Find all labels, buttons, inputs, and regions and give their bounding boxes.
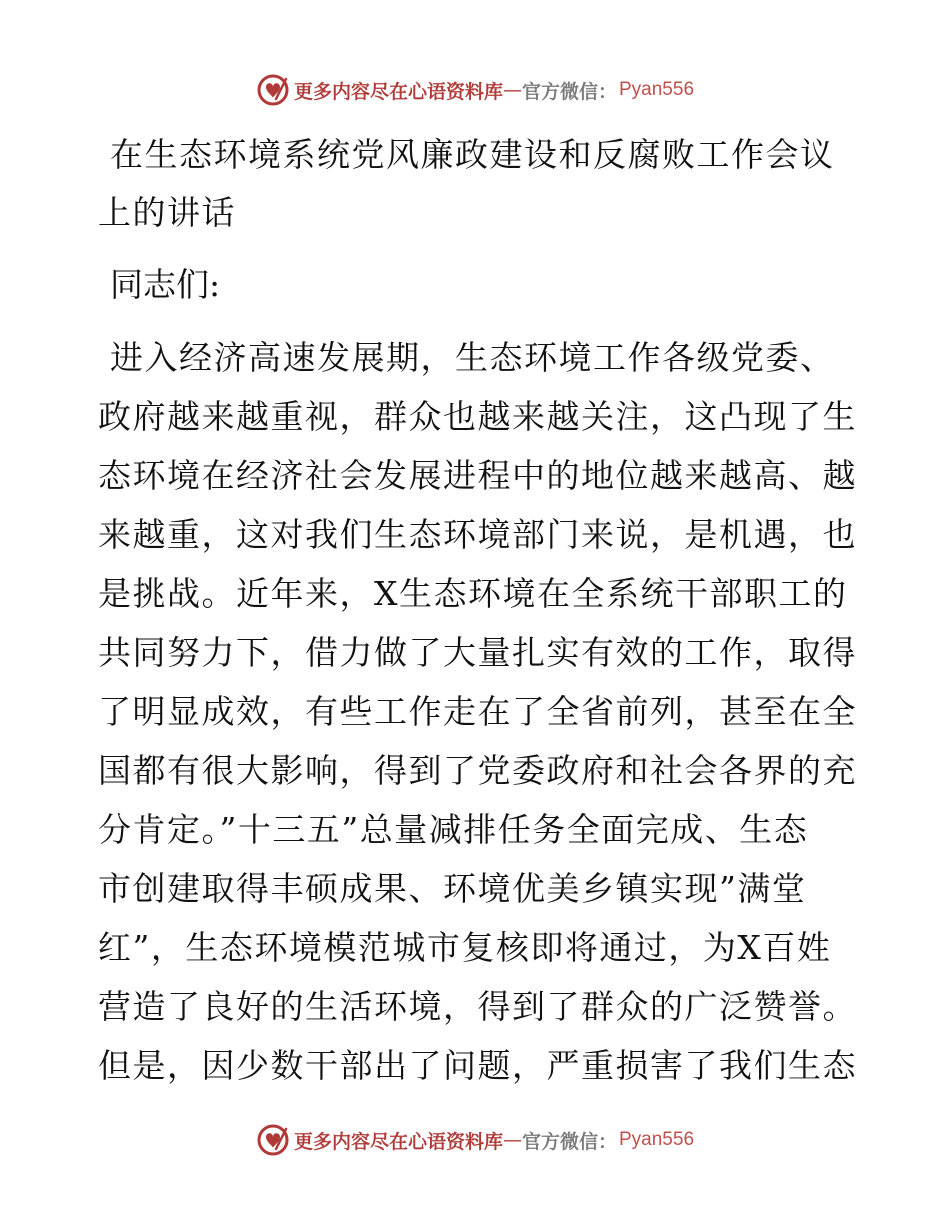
document-body	[98, 126, 857, 1095]
greeting: 同志们:	[110, 265, 221, 304]
paragraph-line: 政府越来越重视，群众也越来越关注，这凸现了生	[98, 397, 857, 436]
watermark-dash: —	[502, 79, 522, 101]
watermark-sub-text: 官方微信：	[521, 80, 617, 103]
paragraph-line: 但是，因少数干部出了问题，严重损害了我们生态	[98, 1046, 857, 1085]
paragraph-line: 进入经济高速发展期，生态环境工作各级党委、	[98, 338, 835, 377]
paragraph-line: 营造了良好的生活环境，得到了群众的广泛赞誉。	[98, 987, 857, 1026]
body-paragraph	[98, 328, 857, 1095]
paragraph-line: 态环境在经济社会发展进程中的地位越来越高、越	[98, 456, 857, 495]
footer-watermark	[0, 1120, 950, 1160]
watermark-sub-text: 官方微信：	[521, 1130, 617, 1153]
title-line-2: 上的讲话	[98, 193, 236, 232]
document-title	[98, 126, 850, 242]
paragraph-line: 了明显成效，有些工作走在了全省前列，甚至在全	[98, 692, 857, 731]
watermark-account: Pyan556	[619, 79, 695, 100]
watermark-account: Pyan556	[619, 1129, 695, 1150]
watermark-main-text: 更多内容尽在心语资料库	[293, 80, 503, 103]
title-line-1: 在生态环境系统党风廉政建设和反腐败工作会议	[98, 135, 835, 174]
paragraph-line: 国都有很大影响，得到了党委政府和社会各界的充	[98, 751, 857, 790]
paragraph-line: 市创建取得丰硕成果、环境优美乡镇实现”满堂	[98, 869, 807, 908]
watermark-dash: —	[502, 1129, 522, 1151]
heart-pen-logo-icon	[256, 1123, 290, 1157]
watermark-main-text: 更多内容尽在心语资料库	[293, 1130, 503, 1153]
paragraph-line: 共同努力下，借力做了大量扎实有效的工作，取得	[98, 633, 857, 672]
paragraph-line: 红”，生态环境模范城市复核即将通过，为X百姓	[98, 928, 832, 967]
paragraph-line: 来越重，这对我们生态环境部门来说，是机遇，也	[98, 515, 857, 554]
paragraph-line: 是挑战。近年来，X生态环境在全系统干部职工的	[98, 574, 848, 613]
paragraph-line: 分肯定。”十三五”总量减排任务全面完成、生态	[98, 810, 809, 849]
header-watermark	[0, 70, 950, 110]
heart-pen-logo-icon	[256, 73, 290, 107]
